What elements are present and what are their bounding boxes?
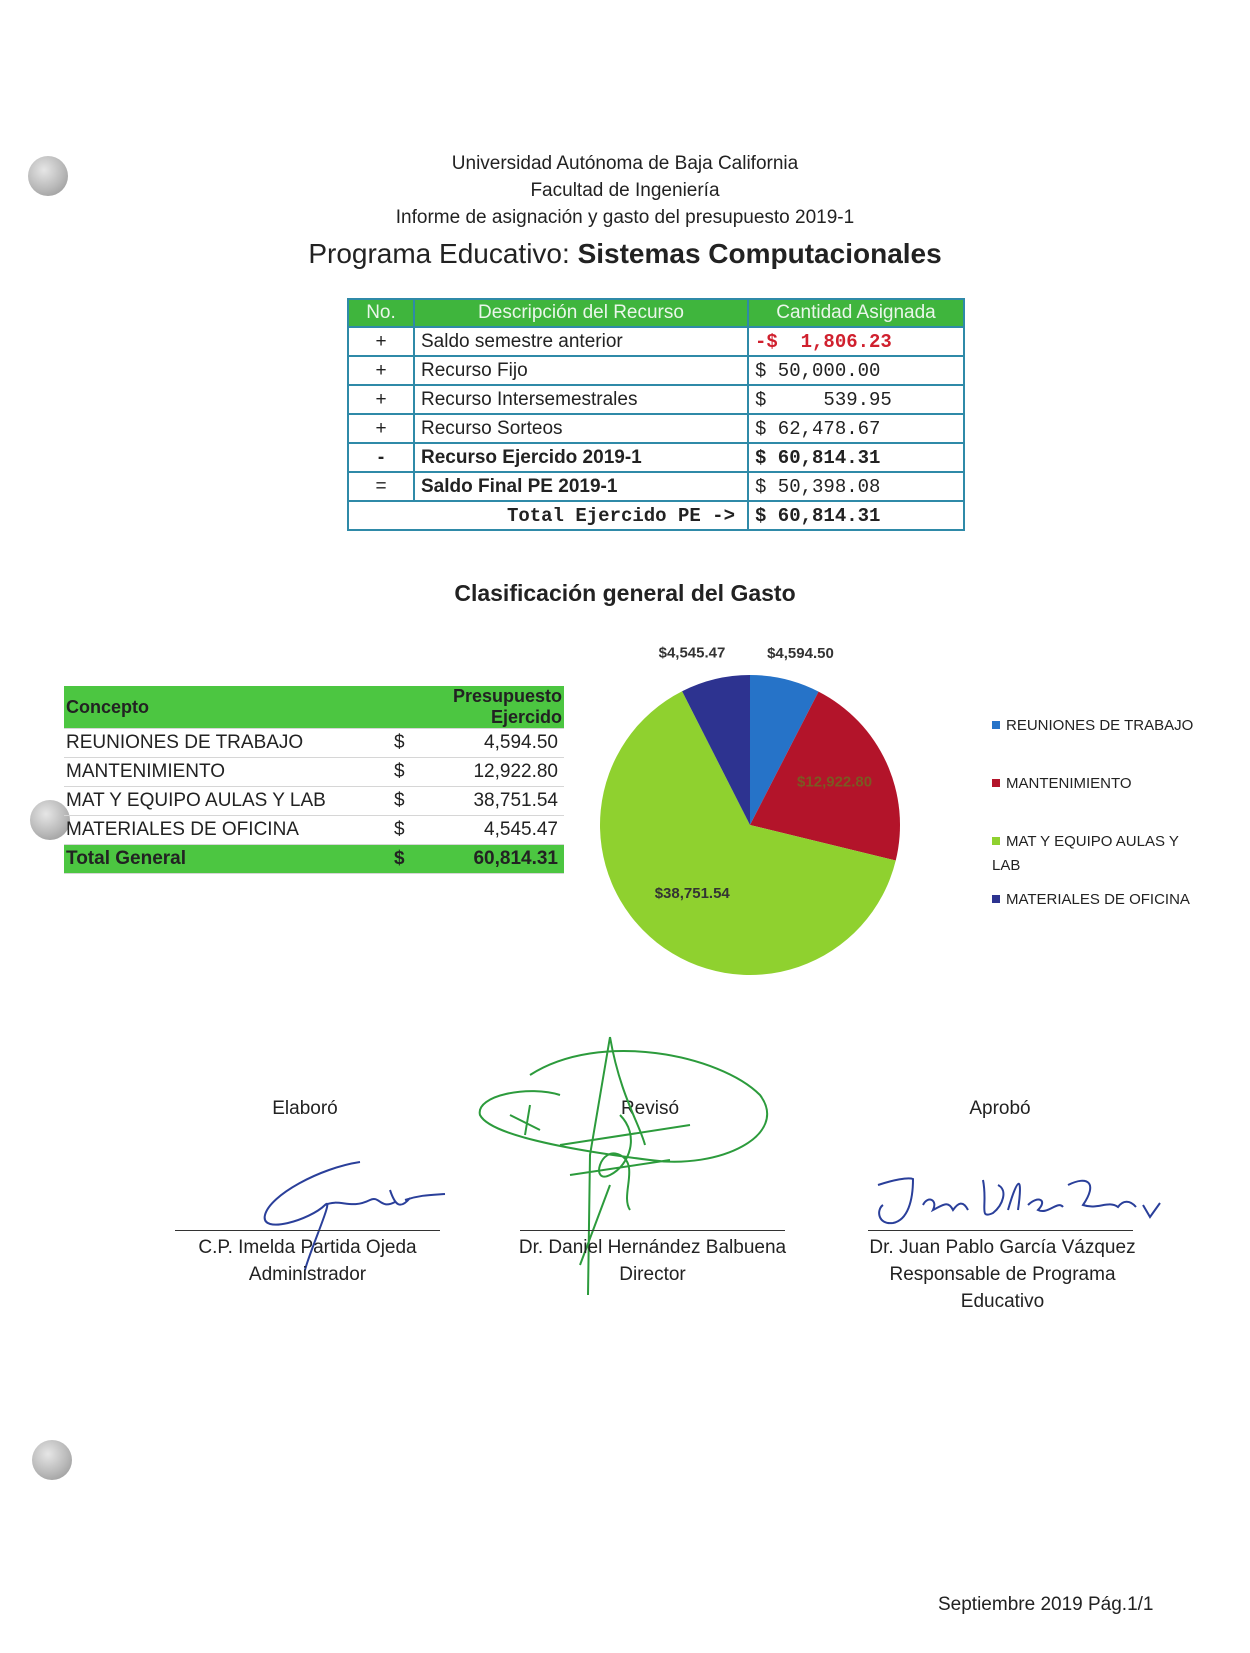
data-label-mat-equipo: $38,751.54 — [654, 884, 730, 902]
signer-role: Director — [619, 1264, 686, 1285]
concept-value: 4,594.50 — [436, 729, 564, 758]
chart-title: Clasificación general del Gasto — [454, 580, 796, 606]
row-description: Recurso Fijo — [414, 356, 748, 385]
row-sign: = — [348, 472, 414, 501]
total-amount: $ 60,814.31 — [748, 501, 964, 530]
table-row — [348, 443, 964, 472]
signer-aprobo — [850, 1234, 1155, 1315]
concept-table — [64, 686, 564, 874]
currency-symbol: $ — [392, 758, 436, 787]
signature-line-elaboro — [175, 1230, 440, 1231]
currency-symbol: $ — [392, 729, 436, 758]
row-sign: + — [348, 385, 414, 414]
reviso-label: Revisó — [620, 1098, 680, 1119]
row-amount: $ 50,000.00 — [748, 356, 964, 385]
currency-symbol: $ — [392, 845, 436, 874]
concept-value: 12,922.80 — [436, 758, 564, 787]
row-description: Recurso Ejercido 2019-1 — [414, 443, 748, 472]
data-label-mantenimiento: $12,922.80 — [797, 773, 873, 791]
signature-aprobo — [868, 1165, 1168, 1240]
legend-swatch — [992, 721, 1000, 729]
signer-role-2: Educativo — [960, 1291, 1045, 1312]
row-amount: $ 50,398.08 — [748, 472, 964, 501]
concept-total-row — [64, 845, 564, 874]
row-description: Recurso Intersemestrales — [414, 385, 748, 414]
row-amount: $ 539.95 — [748, 385, 964, 414]
legend-item-reuniones — [992, 714, 1212, 738]
concept-value: 38,751.54 — [436, 787, 564, 816]
aprobo-label: Aprobó — [969, 1098, 1031, 1119]
program-title — [0, 238, 1250, 270]
total-row — [348, 501, 964, 530]
data-label-reuniones: $4,594.50 — [767, 644, 834, 662]
row-sign: + — [348, 414, 414, 443]
table-row — [64, 758, 564, 787]
col-description: Descripción del Recurso — [414, 299, 748, 327]
signer-name: Dr. Daniel Hernández Balbuena — [518, 1237, 787, 1258]
col-amount: Cantidad Asignada — [748, 299, 964, 327]
concept-name: MATERIALES DE OFICINA — [64, 816, 392, 845]
signer-name: Dr. Juan Pablo García Vázquez — [869, 1237, 1136, 1258]
signer-elaboro — [170, 1234, 445, 1288]
col-budget: Presupuesto Ejercido — [392, 686, 564, 729]
legend-label: MANTENIMIENTO — [1006, 775, 1132, 792]
signer-role: Responsable de Programa — [889, 1264, 1116, 1285]
signer-name: C.P. Imelda Partida Ojeda — [198, 1237, 417, 1258]
table-row — [348, 385, 964, 414]
concept-name: REUNIONES DE TRABAJO — [64, 729, 392, 758]
total-label: Total Ejercido PE -> — [348, 501, 748, 530]
currency-symbol: $ — [392, 787, 436, 816]
row-description: Saldo semestre anterior — [414, 327, 748, 356]
table-row — [348, 414, 964, 443]
table-row — [64, 787, 564, 816]
pie-chart — [580, 630, 920, 1000]
signer-role: Administrador — [248, 1264, 367, 1285]
resource-table-header — [348, 299, 964, 327]
signer-reviso — [500, 1234, 805, 1288]
university-name: Universidad Autónoma de Baja California — [451, 153, 799, 174]
footer-page-info: Septiembre 2019 Pág.1/1 — [938, 1594, 1154, 1615]
currency-symbol: $ — [392, 816, 436, 845]
legend-item-mat-equipo — [992, 830, 1202, 878]
legend-swatch — [992, 895, 1000, 903]
resource-table — [347, 298, 965, 531]
legend-swatch — [992, 779, 1000, 787]
concept-table-header — [64, 686, 564, 729]
elaboro-label: Elaboró — [272, 1098, 338, 1119]
binder-hole-bottom — [32, 1440, 72, 1480]
row-amount: -$ 1,806.23 — [748, 327, 964, 356]
legend-label: MATERIALES DE OFICINA — [1006, 891, 1190, 908]
total-value: 60,814.31 — [436, 845, 564, 874]
legend-label: REUNIONES DE TRABAJO — [1006, 717, 1194, 734]
legend-label: MAT Y EQUIPO AULAS Y LAB — [992, 833, 1179, 874]
total-name: Total General — [64, 845, 392, 874]
data-label-materiales: $4,545.47 — [658, 644, 726, 662]
table-row — [348, 327, 964, 356]
concept-name: MANTENIMIENTO — [64, 758, 392, 787]
row-sign: + — [348, 356, 414, 385]
signature-line-reviso — [520, 1230, 785, 1231]
row-sign: - — [348, 443, 414, 472]
signature-line-aprobo — [868, 1230, 1133, 1231]
row-amount: $ 62,478.67 — [748, 414, 964, 443]
concept-value: 4,545.47 — [436, 816, 564, 845]
col-no: No. — [348, 299, 414, 327]
report-title: Informe de asignación y gasto del presupuesto 2019-1 — [395, 207, 855, 228]
concept-name: MAT Y EQUIPO AULAS Y LAB — [64, 787, 392, 816]
legend-item-materiales — [992, 888, 1212, 912]
program-label: Programa Educativo: — [308, 238, 570, 269]
table-row — [348, 472, 964, 501]
table-row — [348, 356, 964, 385]
table-row — [64, 729, 564, 758]
row-description: Recurso Sorteos — [414, 414, 748, 443]
col-concept: Concepto — [64, 686, 392, 729]
faculty-name: Facultad de Ingeniería — [530, 180, 720, 201]
program-name: Sistemas Computacionales — [577, 238, 942, 269]
row-description: Saldo Final PE 2019-1 — [414, 472, 748, 501]
row-sign: + — [348, 327, 414, 356]
table-row — [64, 816, 564, 845]
row-amount: $ 60,814.31 — [748, 443, 964, 472]
legend-item-mantenimiento — [992, 772, 1212, 796]
legend-swatch — [992, 837, 1000, 845]
